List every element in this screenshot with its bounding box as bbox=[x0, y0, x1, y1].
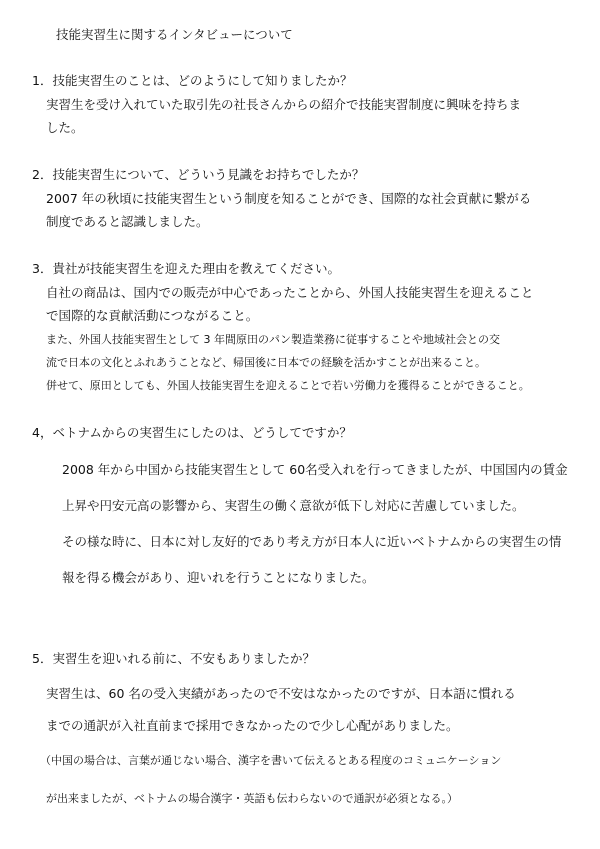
answer-4-line-3: その様な時に、日本に対し友好的であり考え方が日本人に近いベトナムからの実習生の情 bbox=[62, 534, 562, 549]
question-5: 5．実習生を迎いれる前に、不安もありましたか？ bbox=[32, 651, 315, 666]
answer-5-line-4: が出来ましたが、ベトナムの場合漢字・英語も伝わらないので通訳が必須となる。） bbox=[46, 792, 458, 805]
answer-3-line-3: また、外国人技能実習生として 3 年間原田のパン製造業務に従事することや地域社会との交 bbox=[46, 333, 500, 346]
answer-4-line-4: 報を得る機会があり、迎いれを行うことになりました。 bbox=[62, 570, 375, 585]
answer-4-line-1: 2008 年から中国から技能実習生として 60名受入れを行ってきましたが、中国国内の賃金 bbox=[62, 462, 568, 477]
answer-5-line-1: 実習生は、60 名の受入実績があったので不安はなかったのですが、日本語に慣れる bbox=[46, 686, 516, 701]
answer-5-line-3: （中国の場合は、言葉が通じない場合、漢字を書いて伝えるとある程度のコミュニケーション bbox=[40, 754, 502, 767]
document-title: 技能実習生に関するインタビューについて bbox=[56, 27, 293, 42]
question-3: 3．貴社が技能実習生を迎えた理由を教えてください。 bbox=[32, 261, 340, 276]
answer-5-line-2: までの通訳が入社直前まで採用できなかったので少し心配がありました。 bbox=[46, 718, 459, 733]
question-2: 2．技能実習生について、どういう見識をお持ちでしたか？ bbox=[32, 167, 365, 182]
question-1: 1．技能実習生のことは、どのようにして知りましたか？ bbox=[32, 73, 353, 88]
question-4: 4，ベトナムからの実習生にしたのは、どうしてですか？ bbox=[32, 425, 352, 440]
answer-3-line-2: で国際的な貢献活動につながること。 bbox=[46, 308, 259, 323]
answer-1-line-2: した。 bbox=[46, 120, 84, 135]
answer-1-line-1: 実習生を受け入れていた取引先の社長さんからの紹介で技能実習制度に興味を持ちま bbox=[46, 97, 522, 112]
answer-3-line-4: 流で日本の文化とふれあうことなど、帰国後に日本での経験を活かすことが出来ること。 bbox=[46, 356, 486, 369]
answer-4-line-2: 上昇や円安元高の影響から、実習生の働く意欲が低下し対応に苦慮していました。 bbox=[62, 498, 525, 513]
answer-3-line-5: 併せて、原田としても、外国人技能実習生を迎えることで若い労働力を獲得ることができること。 bbox=[46, 379, 530, 392]
answer-2-line-2: 制度であると認識しました。 bbox=[46, 214, 209, 229]
answer-3-line-1: 自社の商品は、国内での販売が中心であったことから、外国人技能実習生を迎えること bbox=[46, 285, 534, 300]
answer-2-line-1: 2007 年の秋頃に技能実習生という制度を知ることができ、国際的な社会貢献に繋がる bbox=[46, 191, 532, 206]
